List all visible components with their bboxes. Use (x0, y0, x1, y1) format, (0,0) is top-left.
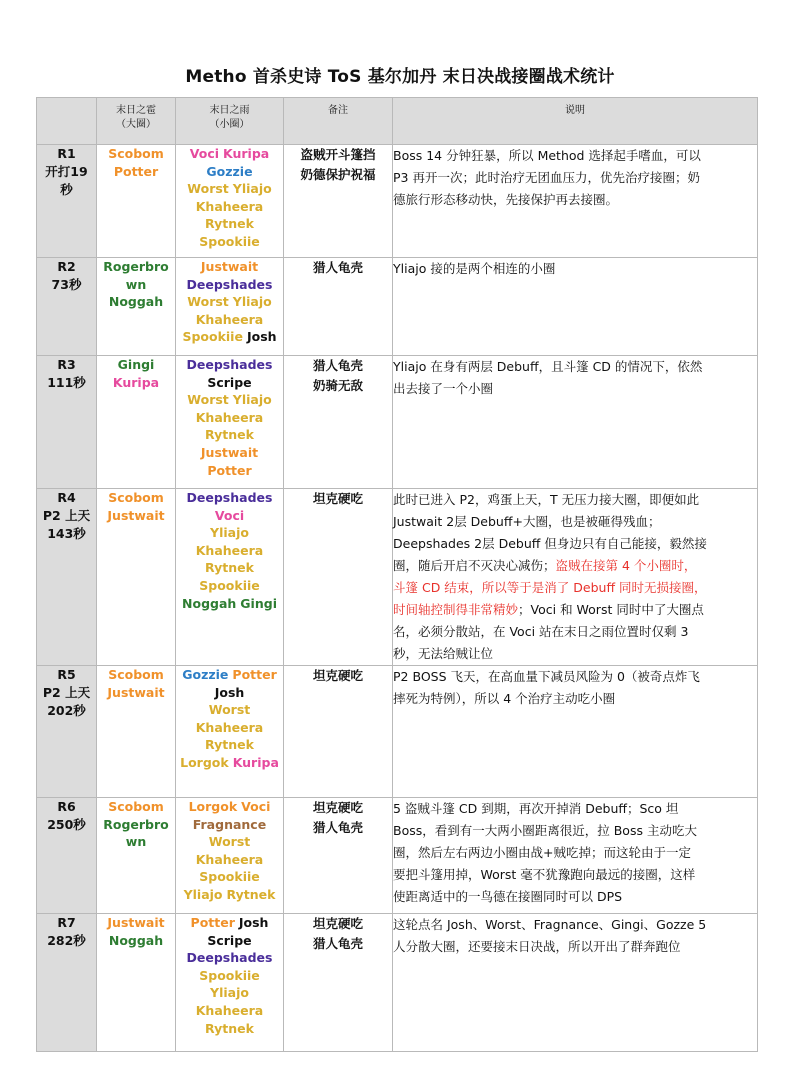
note-text: 坦克硬吃 (312, 800, 363, 815)
rain-line (176, 684, 283, 702)
desc-line (393, 489, 757, 511)
desc-text: 摔死为特例），所以 4 个治疗主动吃小圈 (393, 691, 616, 706)
player-name: Voci (241, 799, 271, 814)
round-label: 282秒 (47, 933, 86, 948)
player-name: Voci (214, 507, 245, 523)
desc-line (393, 533, 757, 555)
round-label: 73秒 (51, 277, 82, 292)
rain-line (176, 984, 283, 1002)
player-name: Rytnek (205, 427, 254, 443)
round-label: R3 (57, 357, 76, 372)
player-name: Scobom (108, 490, 164, 505)
note-text: 猎人龟壳 (312, 358, 363, 373)
page-title: Metho 首杀史诗 ToS 基尔加丹 末日决战接圈战术统计 (185, 67, 615, 87)
rain-line (176, 1020, 283, 1038)
player-name: Khaheera (195, 311, 264, 327)
player-name: Rytnek (205, 737, 254, 753)
note-cell (284, 666, 393, 798)
rain-line (176, 391, 283, 409)
player-name: Rytnek (205, 560, 254, 576)
note-cell (284, 356, 393, 489)
hail-line (97, 276, 175, 294)
player-name: Rytnek (205, 1020, 254, 1036)
desc-line (393, 577, 757, 599)
player-name: Justwait (107, 915, 165, 930)
player-name: Spookiie (199, 869, 260, 885)
hail-line (97, 833, 175, 851)
player-name: Worst (187, 294, 229, 310)
desc-line (393, 511, 757, 533)
rain-line (176, 914, 283, 932)
player-name: Scobom (108, 799, 164, 814)
rain-cell (176, 489, 284, 666)
rain-line (176, 754, 283, 772)
note-cell (284, 145, 393, 258)
player-name: Rogerbro (103, 259, 169, 274)
header-round (37, 98, 97, 145)
desc-line (393, 258, 757, 280)
desc-cell (393, 666, 758, 798)
round-label: 开打19 (45, 164, 88, 179)
table-header-row (37, 98, 758, 145)
rain-line (176, 1002, 283, 1020)
hail-line (97, 293, 175, 311)
table-row (37, 489, 758, 666)
note-text: 奶德保护祝福 (300, 167, 376, 182)
desc-text: 使距离适中的一鸟德在接圈同时可以 DPS (393, 889, 623, 904)
header-rain-label: 末日之雨 (209, 105, 250, 116)
player-name: wn (125, 276, 147, 292)
rain-line (176, 967, 283, 985)
desc-text: 秒，无法给贼让位 (393, 646, 494, 661)
hail-line (97, 145, 175, 163)
player-name: Justwait (200, 444, 259, 460)
hail-line (97, 666, 175, 684)
round-cell (37, 914, 97, 1052)
desc-text: ；Voci 和 Worst 同时中了大圈点 (518, 602, 704, 617)
round-label: 143秒 (47, 526, 86, 541)
note-text: 猎人龟壳 (312, 260, 363, 275)
desc-text: 圈，然后左右两边小圈由战+贼吃掉；而这轮由于一定 (393, 845, 691, 860)
rain-line (176, 489, 283, 507)
player-name: Spookiie (199, 967, 260, 983)
desc-line (393, 936, 757, 958)
desc-text: 人分散大圈，还要接末日决战，所以开出了群奔跑位 (393, 939, 681, 954)
header-rain (176, 98, 284, 145)
player-name: Khaheera (195, 409, 264, 425)
desc-text: Yliajo 在身有两层 Debuff，且斗篷 CD 的情况下，依然 (393, 359, 703, 374)
rain-cell (176, 666, 284, 798)
player-name: Potter (207, 462, 252, 478)
desc-line (393, 356, 757, 378)
rain-line (176, 163, 283, 181)
table-row (37, 666, 758, 798)
rain-line (176, 507, 283, 525)
player-name: Rogerbro (103, 816, 169, 832)
header-hail-label: 末日之雹 (116, 105, 156, 116)
note-text: 猎人龟壳 (312, 936, 363, 951)
hail-line (97, 914, 175, 932)
table-row (37, 914, 758, 1052)
round-label: 250秒 (47, 817, 86, 832)
rain-line (176, 311, 283, 329)
player-name: Josh (214, 684, 245, 700)
rain-line (176, 595, 283, 613)
player-name: Khaheera (195, 542, 264, 558)
hail-cell (97, 145, 176, 258)
rain-line (176, 409, 283, 427)
player-name: Potter (232, 667, 277, 682)
rain-line (176, 851, 283, 869)
rain-line (176, 719, 283, 737)
player-name: Spookiie (199, 577, 260, 593)
player-name: Potter (190, 915, 235, 930)
rain-line (176, 328, 283, 346)
header-desc (393, 98, 758, 145)
player-name: Kuripa (232, 754, 279, 770)
player-name: Worst (187, 181, 229, 197)
desc-text: 要把斗篷用掉，Worst 毫不犹豫跑向最远的接圈，这样 (393, 867, 696, 882)
note-cell (284, 914, 393, 1052)
rain-line (176, 293, 283, 311)
desc-line (393, 820, 757, 842)
round-label: P2 上天 (42, 685, 91, 700)
player-name: Kuripa (223, 146, 270, 161)
player-name: Spookiie (199, 233, 260, 249)
rain-line (176, 868, 283, 886)
player-name: Gingi (240, 595, 277, 611)
round-cell (37, 356, 97, 489)
rain-line (176, 577, 283, 595)
desc-line (393, 886, 757, 908)
desc-line (393, 798, 757, 820)
player-name: Noggah (108, 294, 164, 310)
desc-text: 名，必须分散站，在 Voci 站在末日之雨位置时仅剩 3 (393, 624, 689, 639)
player-name: Deepshades (186, 950, 273, 966)
hail-line (97, 507, 175, 525)
desc-text: 此时已进入 P2，鸡蛋上天，T 无压力接大圈，即便如此 (393, 492, 700, 507)
desc-cell (393, 356, 758, 489)
player-name: Potter (113, 163, 159, 179)
player-name: Fragnance (192, 816, 267, 832)
round-label: R1 (57, 146, 76, 161)
round-label: R7 (57, 915, 76, 930)
player-name: Rytnek (205, 216, 254, 232)
table-row (37, 258, 758, 356)
player-name: Gozzie (206, 163, 253, 179)
desc-text: 这轮点名 Josh、Worst、Fragnance、Gingi、Gozze 5 (393, 917, 707, 932)
player-name: Khaheera (195, 1002, 264, 1018)
rain-line (176, 426, 283, 444)
round-label: R2 (57, 259, 76, 274)
hail-line (97, 258, 175, 276)
desc-line (393, 666, 757, 688)
desc-line (393, 599, 757, 621)
round-label: 秒 (60, 182, 73, 197)
player-name: Yliajo (232, 294, 272, 310)
player-name: Justwait (107, 507, 165, 523)
note-text: 坦克硬吃 (312, 668, 363, 683)
note-cell (284, 258, 393, 356)
rain-line (176, 701, 283, 719)
note-text: 坦克硬吃 (312, 916, 363, 931)
desc-text: Deepshades 2层 Debuff 但身边只有自己能接，毅然接 (393, 536, 707, 551)
player-name: wn (125, 834, 147, 850)
desc-line (393, 167, 757, 189)
hail-cell (97, 258, 176, 356)
desc-cell (393, 914, 758, 1052)
player-name: Josh (238, 915, 269, 930)
rain-line (176, 180, 283, 198)
player-name: Voci (189, 146, 220, 161)
rain-line (176, 233, 283, 251)
round-cell (37, 489, 97, 666)
header-note-label: 备注 (328, 105, 348, 116)
player-name: Deepshades (186, 490, 273, 505)
player-name: Yliajo (210, 525, 249, 541)
desc-text: Justwait 2层 Debuff+大圈，也是被砸得残血； (393, 514, 661, 529)
player-name: Noggah (108, 932, 164, 948)
rain-line (176, 374, 283, 392)
desc-text: 时间轴控制得非常精妙 (393, 602, 519, 617)
desc-text: P2 BOSS 飞天，在高血量下减员风险为 0（被奇点炸飞 (393, 669, 700, 684)
round-label: P2 上天 (42, 508, 91, 523)
player-name: Yliajo (183, 886, 223, 902)
rain-line (176, 356, 283, 374)
hail-line (97, 163, 175, 181)
desc-cell (393, 489, 758, 666)
rain-line (176, 886, 283, 904)
hail-cell (97, 666, 176, 798)
rain-line (176, 524, 283, 542)
desc-text: 斗篷 CD 结束，所以等于是消了 Debuff 同时无损接圈， (393, 580, 707, 595)
rain-line (176, 215, 283, 233)
player-name: Rytnek (226, 886, 276, 902)
hail-line (97, 684, 175, 702)
rain-line (176, 932, 283, 950)
player-name: Deepshades (186, 357, 273, 372)
player-name: Scobom (108, 146, 164, 161)
rain-line (176, 833, 283, 851)
desc-line (393, 914, 757, 936)
player-name: Scobom (108, 667, 164, 682)
desc-text: Boss，看到有一大两小圈距离很近，拉 Boss 主动吃大 (393, 823, 697, 838)
note-text: 奶骑无敌 (312, 378, 363, 393)
round-cell (37, 666, 97, 798)
player-name: Kuripa (112, 374, 160, 390)
desc-cell (393, 258, 758, 356)
hail-cell (97, 489, 176, 666)
round-label: R4 (57, 490, 76, 505)
desc-line (393, 378, 757, 400)
rain-line (176, 949, 283, 967)
rain-line (176, 198, 283, 216)
rain-line (176, 542, 283, 560)
player-name: Khaheera (195, 851, 264, 867)
header-desc-label: 说明 (565, 105, 585, 116)
player-name: Spookiie (182, 329, 243, 345)
table-row (37, 356, 758, 489)
rain-cell (176, 914, 284, 1052)
hail-line (97, 816, 175, 834)
round-cell (37, 145, 97, 258)
rain-cell (176, 798, 284, 914)
player-name: Yliajo (232, 181, 272, 197)
desc-text: 出去接了一个小圈 (393, 381, 494, 396)
player-name: Lorgok (180, 754, 229, 770)
player-name: Worst (187, 392, 229, 408)
header-hail-sub: （大圈） (116, 119, 156, 130)
desc-text: Yliajo 接的是两个相连的小圈 (393, 261, 556, 276)
round-label: R5 (57, 667, 76, 682)
rain-line (176, 444, 283, 462)
desc-line (393, 145, 757, 167)
hail-cell (97, 914, 176, 1052)
player-name: Worst (208, 834, 251, 850)
player-name: Josh (246, 329, 277, 345)
note-cell (284, 798, 393, 914)
desc-highlight: 盗贼在接第 4 个小圈时， (555, 558, 697, 573)
hail-cell (97, 356, 176, 489)
note-text: 盗贼开斗篷挡 (300, 147, 376, 162)
rain-line (176, 276, 283, 294)
player-name: Gozzie (182, 667, 229, 682)
note-text: 猎人龟壳 (312, 820, 363, 835)
desc-text: 德旅行形态移动快，先接保护再去接圈。 (393, 192, 619, 207)
rain-cell (176, 145, 284, 258)
header-rain-sub: （小圈） (209, 119, 250, 130)
table-row (37, 798, 758, 914)
desc-line (393, 864, 757, 886)
note-cell (284, 489, 393, 666)
desc-line (393, 189, 757, 211)
header-hail (97, 98, 176, 145)
hail-line (97, 798, 175, 816)
player-name: Justwait (107, 684, 165, 700)
hail-line (97, 356, 175, 374)
hail-cell (97, 798, 176, 914)
player-name: Gingi (117, 357, 155, 372)
hail-line (97, 489, 175, 507)
desc-line (393, 621, 757, 643)
rain-line (176, 462, 283, 480)
desc-cell (393, 145, 758, 258)
tactics-table (36, 97, 758, 1052)
rain-line (176, 145, 283, 163)
hail-line (97, 932, 175, 950)
player-name: Deepshades (186, 276, 273, 292)
rain-line (176, 559, 283, 577)
desc-line (393, 643, 757, 665)
desc-line (393, 555, 757, 577)
player-name: Justwait (200, 259, 259, 274)
round-label: 202秒 (47, 703, 86, 718)
rain-line (176, 736, 283, 754)
player-name: Yliajo (232, 392, 272, 408)
round-label: R6 (57, 799, 76, 814)
header-note (284, 98, 393, 145)
round-cell (37, 798, 97, 914)
desc-line (393, 842, 757, 864)
rain-cell (176, 356, 284, 489)
desc-cell (393, 798, 758, 914)
player-name: Lorgok (188, 799, 238, 814)
desc-text: Boss 14 分钟狂暴，所以 Method 选择起手嗜血，可以 (393, 148, 701, 163)
desc-line (393, 688, 757, 710)
rain-line (176, 816, 283, 834)
player-name: Yliajo (210, 985, 249, 1001)
hail-line (97, 374, 175, 392)
player-name: Scripe (207, 374, 252, 390)
player-name: Worst (208, 702, 251, 718)
desc-text: 5 盗贼斗篷 CD 到期，再次开掉消 Debuff；Sco 坦 (393, 801, 679, 816)
rain-line (176, 798, 283, 816)
rain-cell (176, 258, 284, 356)
player-name: Noggah (182, 595, 237, 611)
rain-line (176, 666, 283, 684)
desc-text: P3 再开一次；此时治疗无团血压力，优先治疗接圈；奶 (393, 170, 700, 185)
desc-text: 圈，随后开启不灭决心减伤； (393, 558, 556, 573)
round-label: 111秒 (47, 375, 86, 390)
note-text: 坦克硬吃 (312, 491, 363, 506)
player-name: Khaheera (195, 198, 264, 214)
rain-line (176, 258, 283, 276)
player-name: Scripe (207, 932, 252, 948)
table-row (37, 145, 758, 258)
player-name: Khaheera (195, 719, 264, 735)
round-cell (37, 258, 97, 356)
